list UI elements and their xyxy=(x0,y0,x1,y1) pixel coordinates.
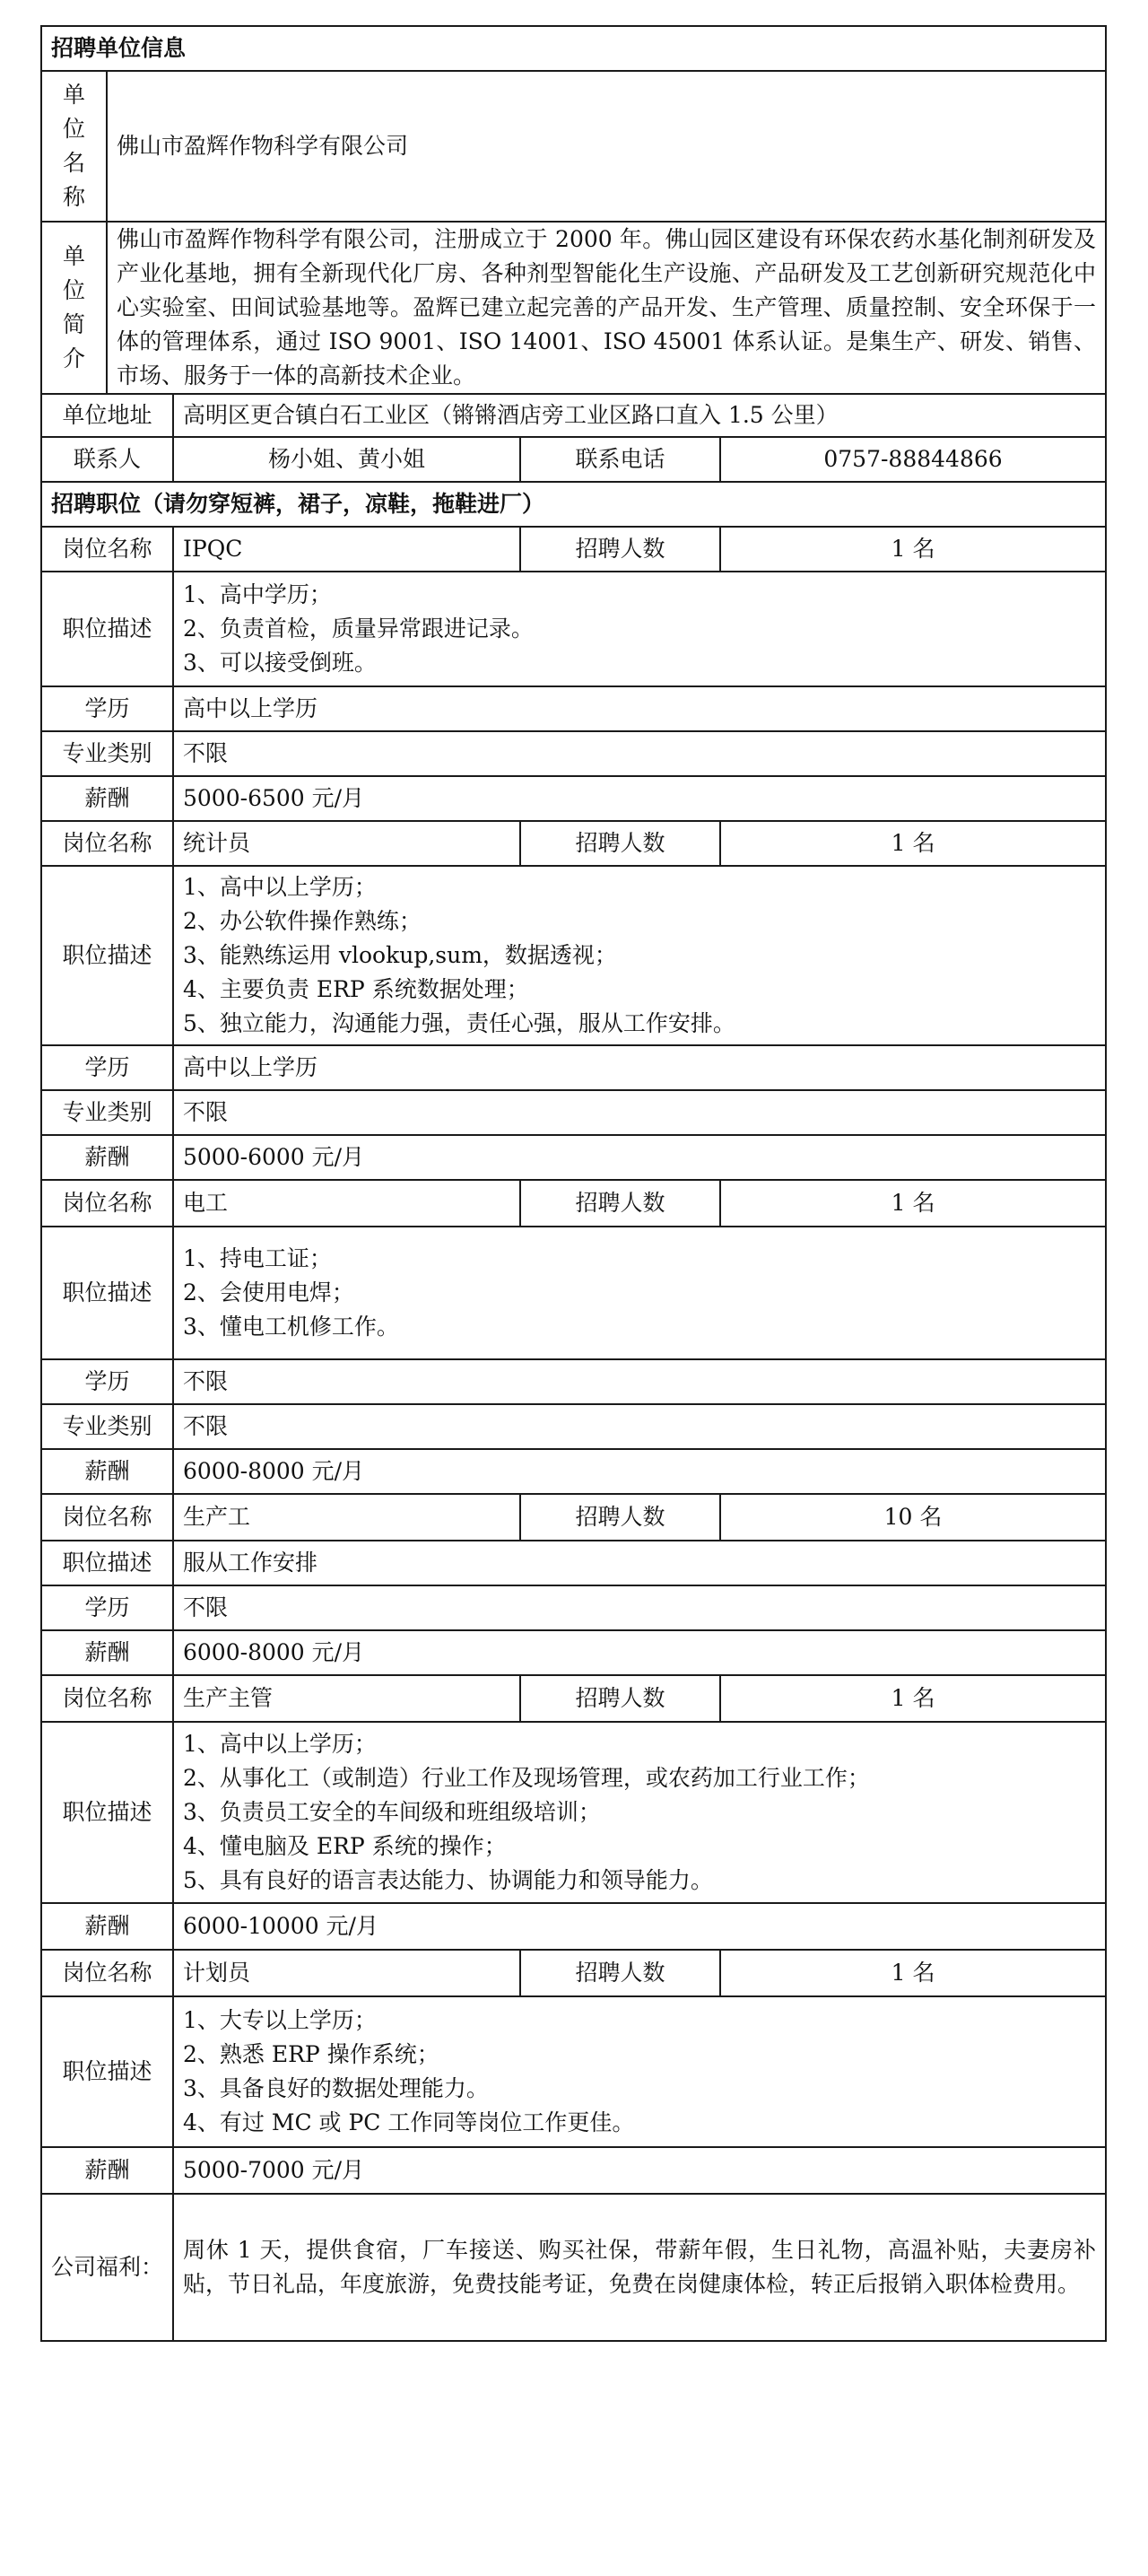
position-name: 电工 xyxy=(173,1180,520,1227)
recruitment-table xyxy=(40,25,1107,2342)
major-label: 专业类别 xyxy=(41,1404,173,1449)
headcount-label: 招聘人数 xyxy=(520,1180,720,1227)
headcount-value: 1 名 xyxy=(720,1180,1106,1227)
major-label: 专业类别 xyxy=(41,731,173,776)
job-description xyxy=(173,1227,1106,1359)
description-label: 职位描述 xyxy=(41,1996,173,2147)
education-value: 高中以上学历 xyxy=(173,686,1106,731)
headcount-label: 招聘人数 xyxy=(520,821,720,866)
headcount-label: 招聘人数 xyxy=(520,1950,720,1996)
description-line: 2、办公软件操作熟练； xyxy=(183,908,422,934)
salary-label: 薪酬 xyxy=(41,1630,173,1675)
company-address: 高明区更合镇白石工业区（锵锵酒店旁工业区路口直入 1.5 公里） xyxy=(173,394,1106,437)
recruitment-document xyxy=(40,25,1105,2342)
job-description: 服从工作安排 xyxy=(173,1541,1106,1585)
salary-value: 5000-6500 元/月 xyxy=(173,776,1106,821)
description-line: 1、高中以上学历； xyxy=(183,874,377,900)
description-line: 2、熟悉 ERP 操作系统； xyxy=(183,2041,439,2067)
company-name-label: 单 位 名 称 xyxy=(41,71,107,222)
description-line: 5、具有良好的语言表达能力、协调能力和领导能力。 xyxy=(183,1867,713,1893)
education-label: 学历 xyxy=(41,1359,173,1404)
contact-person: 杨小姐、黄小姐 xyxy=(173,437,520,482)
welfare-text: 周休 1 天，提供食宿，厂车接送、购买社保，带薪年假，生日礼物，高温补贴，夫妻房补贴，节日礼品，年度旅游，免费技能考证，免费在岗健康体检，转正后报销入职体检费用。 xyxy=(173,2194,1106,2341)
major-value: 不限 xyxy=(173,731,1106,776)
position-name: 生产工 xyxy=(173,1494,520,1541)
job-description xyxy=(173,572,1106,686)
position-label: 岗位名称 xyxy=(41,1494,173,1541)
company-intro: 佛山市盈辉作物科学有限公司，注册成立于 2000 年。佛山园区建设有环保农药水基化制剂研发及产业化基地，拥有全新现代化厂房、各种剂型智能化生产设施、产品研发及工艺创新研究规范化中心实验室、田间试验基地等。盈辉已建立起完善的产品开发、生产管理、质量控制、安全环保于一体的管理体系，通过 ISO 9001、ISO 14001、ISO 45001 体系认证。是集生产、研发、销售、市场、服务于一体的高新技术企业。 xyxy=(107,222,1106,394)
education-label: 学历 xyxy=(41,1585,173,1630)
education-value: 不限 xyxy=(173,1585,1106,1630)
headcount-value: 1 名 xyxy=(720,527,1106,572)
salary-label: 薪酬 xyxy=(41,1135,173,1180)
major-label: 专业类别 xyxy=(41,1090,173,1135)
position-name: IPQC xyxy=(173,527,520,572)
unit-info-heading: 招聘单位信息 xyxy=(41,26,1106,71)
headcount-value: 10 名 xyxy=(720,1494,1106,1541)
company-intro-label: 单 位 简 介 xyxy=(41,222,107,394)
position-label: 岗位名称 xyxy=(41,1675,173,1722)
position-name: 统计员 xyxy=(173,821,520,866)
salary-value: 6000-10000 元/月 xyxy=(173,1903,1106,1950)
company-name: 佛山市盈辉作物科学有限公司 xyxy=(107,71,1106,222)
contact-phone: 0757-88844866 xyxy=(720,437,1106,482)
description-label: 职位描述 xyxy=(41,1722,173,1903)
education-label: 学历 xyxy=(41,1045,173,1090)
position-label: 岗位名称 xyxy=(41,821,173,866)
description-line: 5、独立能力，沟通能力强，责任心强，服从工作安排。 xyxy=(183,1010,735,1036)
major-value: 不限 xyxy=(173,1404,1106,1449)
description-label: 职位描述 xyxy=(41,866,173,1045)
education-value: 高中以上学历 xyxy=(173,1045,1106,1090)
headcount-label: 招聘人数 xyxy=(520,1494,720,1541)
description-line: 1、高中以上学历； xyxy=(183,1731,377,1757)
description-label: 职位描述 xyxy=(41,1227,173,1359)
position-label: 岗位名称 xyxy=(41,1950,173,1996)
description-line: 4、有过 MC 或 PC 工作同等岗位工作更佳。 xyxy=(183,2109,635,2135)
headcount-label: 招聘人数 xyxy=(520,527,720,572)
education-label: 学历 xyxy=(41,686,173,731)
salary-value: 5000-7000 元/月 xyxy=(173,2147,1106,2194)
description-line: 3、能熟练运用 vlookup,sum，数据透视； xyxy=(183,942,617,968)
description-line: 1、高中学历； xyxy=(183,581,332,607)
description-line: 4、主要负责 ERP 系统数据处理； xyxy=(183,976,529,1002)
position-label: 岗位名称 xyxy=(41,1180,173,1227)
description-line: 3、可以接受倒班。 xyxy=(183,650,377,676)
description-line: 4、懂电脑及 ERP 系统的操作； xyxy=(183,1833,507,1859)
description-line: 3、懂电工机修工作。 xyxy=(183,1314,399,1340)
salary-value: 6000-8000 元/月 xyxy=(173,1630,1106,1675)
description-line: 3、具备良好的数据处理能力。 xyxy=(183,2075,489,2101)
headcount-value: 1 名 xyxy=(720,1950,1106,1996)
description-line: 1、持电工证； xyxy=(183,1245,332,1271)
position-name: 计划员 xyxy=(173,1950,520,1996)
description-label: 职位描述 xyxy=(41,1541,173,1585)
education-value: 不限 xyxy=(173,1359,1106,1404)
salary-value: 5000-6000 元/月 xyxy=(173,1135,1106,1180)
description-line: 2、会使用电焊； xyxy=(183,1279,354,1305)
description-line: 1、大专以上学历； xyxy=(183,2007,377,2033)
description-line: 3、负责员工安全的车间级和班组级培训； xyxy=(183,1799,601,1825)
salary-label: 薪酬 xyxy=(41,1903,173,1950)
phone-label: 联系电话 xyxy=(520,437,720,482)
major-value: 不限 xyxy=(173,1090,1106,1135)
salary-value: 6000-8000 元/月 xyxy=(173,1449,1106,1494)
contact-label: 联系人 xyxy=(41,437,173,482)
position-label: 岗位名称 xyxy=(41,527,173,572)
job-description xyxy=(173,1996,1106,2147)
salary-label: 薪酬 xyxy=(41,2147,173,2194)
description-line: 2、从事化工（或制造）行业工作及现场管理，或农药加工行业工作； xyxy=(183,1765,870,1791)
job-description xyxy=(173,866,1106,1045)
headcount-value: 1 名 xyxy=(720,821,1106,866)
description-label: 职位描述 xyxy=(41,572,173,686)
salary-label: 薪酬 xyxy=(41,776,173,821)
position-name: 生产主管 xyxy=(173,1675,520,1722)
job-description xyxy=(173,1722,1106,1903)
jobs-heading: 招聘职位（请勿穿短裤，裙子，凉鞋，拖鞋进厂） xyxy=(41,482,1106,527)
salary-label: 薪酬 xyxy=(41,1449,173,1494)
headcount-value: 1 名 xyxy=(720,1675,1106,1722)
headcount-label: 招聘人数 xyxy=(520,1675,720,1722)
welfare-label: 公司福利： xyxy=(41,2194,173,2341)
description-line: 2、负责首检，质量异常跟进记录。 xyxy=(183,616,534,642)
address-label: 单位地址 xyxy=(41,394,173,437)
